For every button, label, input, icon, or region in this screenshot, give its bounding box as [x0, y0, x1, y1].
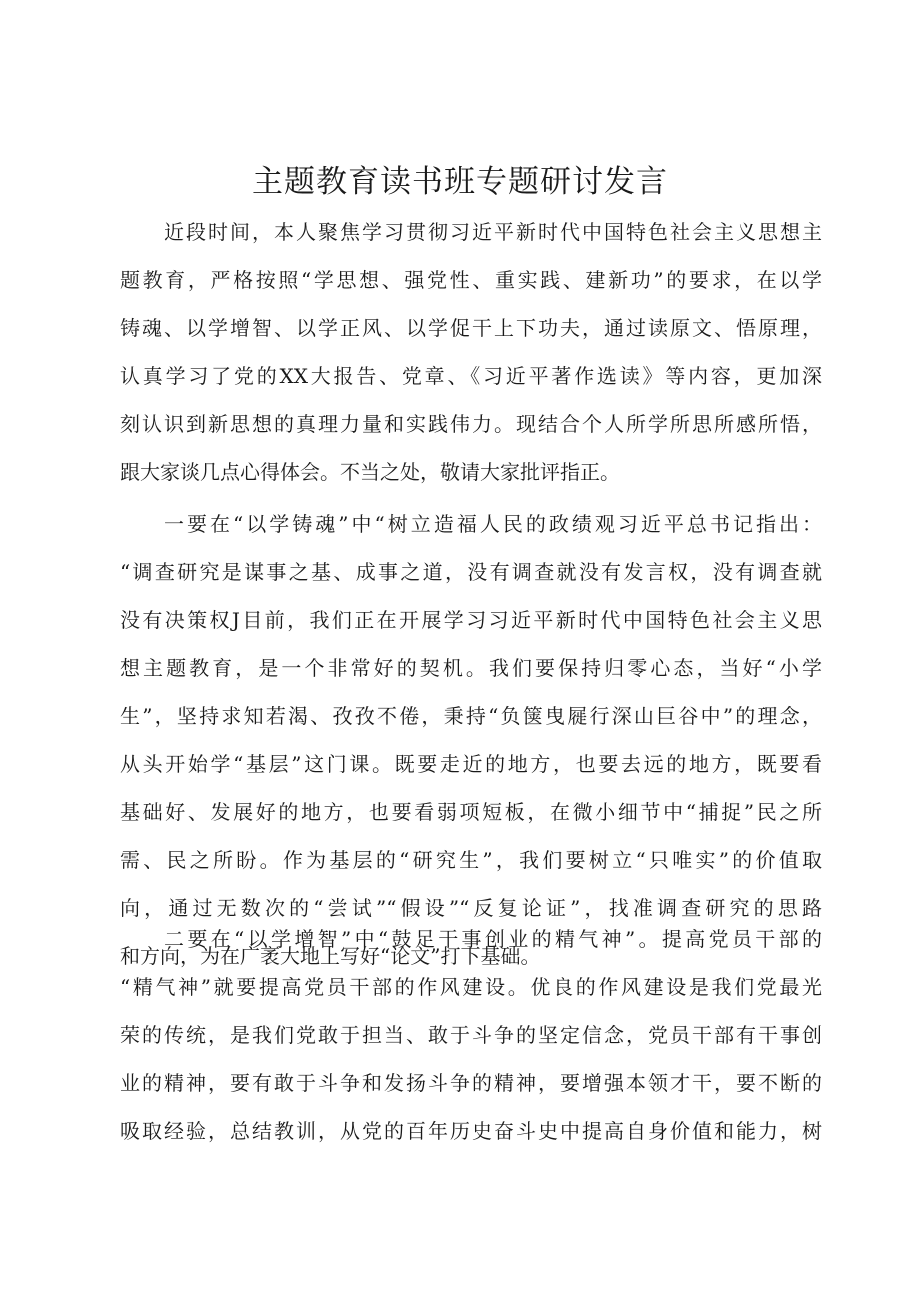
text-line: 需、民之所盼。作为基层的“研究生”，我们要树立“只唯实”的价值取 — [120, 848, 822, 872]
text-line: 铸魂、以学增智、以学正风、以学促干上下功夫，通过读原文、悟原理， — [120, 316, 822, 340]
text-line: 刻认识到新思想的真理力量和实践伟力。现结合个人所学所思所感所悟， — [120, 412, 822, 436]
text-line: 一要在“以学铸魂”中“树立造福人民的政绩观习近平总书记指出： — [164, 512, 822, 536]
text-line: 吸取经验，总结教训，从党的百年历史奋斗史中提高自身价值和能力，树 — [120, 1119, 822, 1143]
text-line: 认真学习了党的XX大报告、党章、《习近平著作选读》等内容，更加深 — [120, 364, 822, 388]
text-line: 近段时间，本人聚焦学习贯彻习近平新时代中国特色社会主义思想主 — [164, 220, 822, 244]
paragraph-point-two — [120, 915, 822, 1155]
text-line: 向，通过无数次的“尝试”“假设”“反复论证”，找准调查研究的思路 — [120, 896, 822, 920]
text-line: 业的精神，要有敢于斗争和发扬斗争的精神，要增强本领才干，要不断的 — [120, 1071, 822, 1095]
text-line: 从头开始学“基层”这门课。既要走近的地方，也要去远的地方，既要看 — [120, 752, 822, 776]
text-line: 和方向，为在广袤大地上写好“论文”打下基础。 — [120, 944, 541, 968]
text-line: “调查研究是谋事之基、成事之道，没有调查就没有发言权，没有调查就 — [120, 560, 822, 584]
text-line: 题教育，严格按照“学思想、强党性、重实践、建新功”的要求，在以学 — [120, 268, 822, 292]
text-line: 没有决策权J目前，我们正在开展学习习近平新时代中国特色社会主义思 — [120, 608, 822, 632]
text-line: 基础好、发展好的地方，也要看弱项短板，在微小细节中“捕捉”民之所 — [120, 800, 822, 824]
text-line: “精气神”就要提高党员干部的作风建设。优良的作风建设是我们党最光 — [120, 975, 822, 999]
paragraph-intro — [120, 208, 822, 496]
text-line: 荣的传统，是我们党敢于担当、敢于斗争的坚定信念，党员干部有干事创 — [120, 1023, 822, 1047]
text-line: 跟大家谈几点心得体会。不当之处，敬请大家批评指正。 — [120, 460, 620, 484]
paragraph-point-one — [120, 500, 822, 980]
text-line: 想主题教育，是一个非常好的契机。我们要保持归零心态，当好“小学 — [120, 656, 822, 680]
text-line: 生”，坚持求知若渴、孜孜不倦，秉持“负箧曳屣行深山巨谷中”的理念， — [120, 704, 822, 728]
text-line: 二要在“以学增智”中“鼓足干事创业的精气神”。提高党员干部的 — [164, 927, 822, 951]
document-title: 主题教育读书班专题研讨发言 — [252, 164, 668, 200]
